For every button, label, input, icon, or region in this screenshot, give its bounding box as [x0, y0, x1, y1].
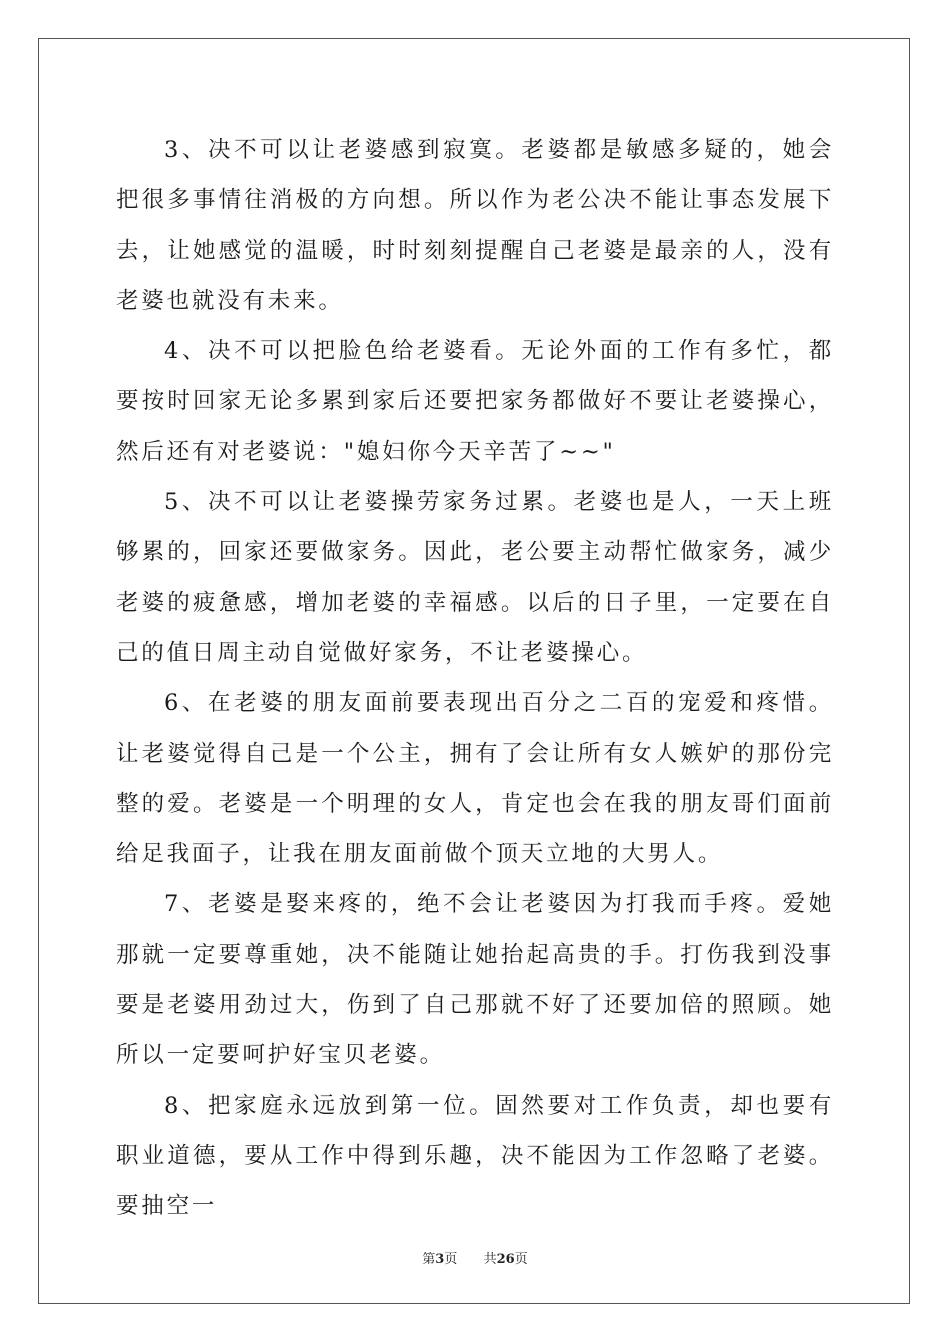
page-indicator: [422, 1252, 461, 1267]
total-prefix: 共: [483, 1252, 497, 1267]
page-footer: [0, 1248, 950, 1267]
page-suffix: 页: [444, 1252, 458, 1267]
paragraph-8: 8、把家庭永远放到第一位。固然要对工作负责，却也要有职业道德，要从工作中得到乐趣，决不能因为工作忽略了老婆。要抽空一: [116, 1092, 834, 1220]
total-pages-indicator: [484, 1252, 528, 1267]
paragraph-7: 7、老婆是娶来疼的，绝不会让老婆因为打我而手疼。爱她那就一定要尊重她，决不能随让她抬起高贵的手。打伤我到没事要是老婆用劲过大，伤到了自己那就不好了还要加倍的照顾。她所以一定要呵护好宝贝老婆。: [116, 891, 834, 1069]
paragraph-3: 3、决不可以让老婆感到寂寞。老婆都是敏感多疑的，她会把很多事情往消极的方向想。所以作为老公决不能让事态发展下去，让她感觉的温暖，时时刻刻提醒自己老婆是最亲的人，没有老婆也就没有未来。: [116, 137, 834, 314]
paragraph-4: 4、决不可以把脸色给老婆看。无论外面的工作有多忙，都要按时回家无论多累到家后还要把家务都做好不要让老婆操心，然后还有对老婆说："媳妇你今天辛苦了~~": [116, 338, 834, 465]
total-suffix: 页: [514, 1252, 528, 1267]
document-body: [116, 125, 834, 1232]
page-prefix: 第: [422, 1252, 436, 1267]
paragraph-6: 6、在老婆的朋友面前要表现出百分之二百的宠爱和疼惜。让老婆觉得自己是一个公主，拥有了会让所有女人嫉妒的那份完整的爱。老婆是一个明理的女人，肯定也会在我的朋友哥们面前给足我面子，让我在朋友面前做个顶天立地的大男人。: [116, 690, 834, 868]
paragraph-5: 5、决不可以让老婆操劳家务过累。老婆也是人，一天上班够累的，回家还要做家务。因此，老公要主动帮忙做家务，减少老婆的疲惫感，增加老婆的幸福感。以后的日子里，一定要在自己的值日周主动自觉做好家务，不让老婆操心。: [116, 489, 834, 666]
total-pages-number: 26: [496, 1252, 515, 1267]
page-number: 3: [435, 1252, 445, 1267]
